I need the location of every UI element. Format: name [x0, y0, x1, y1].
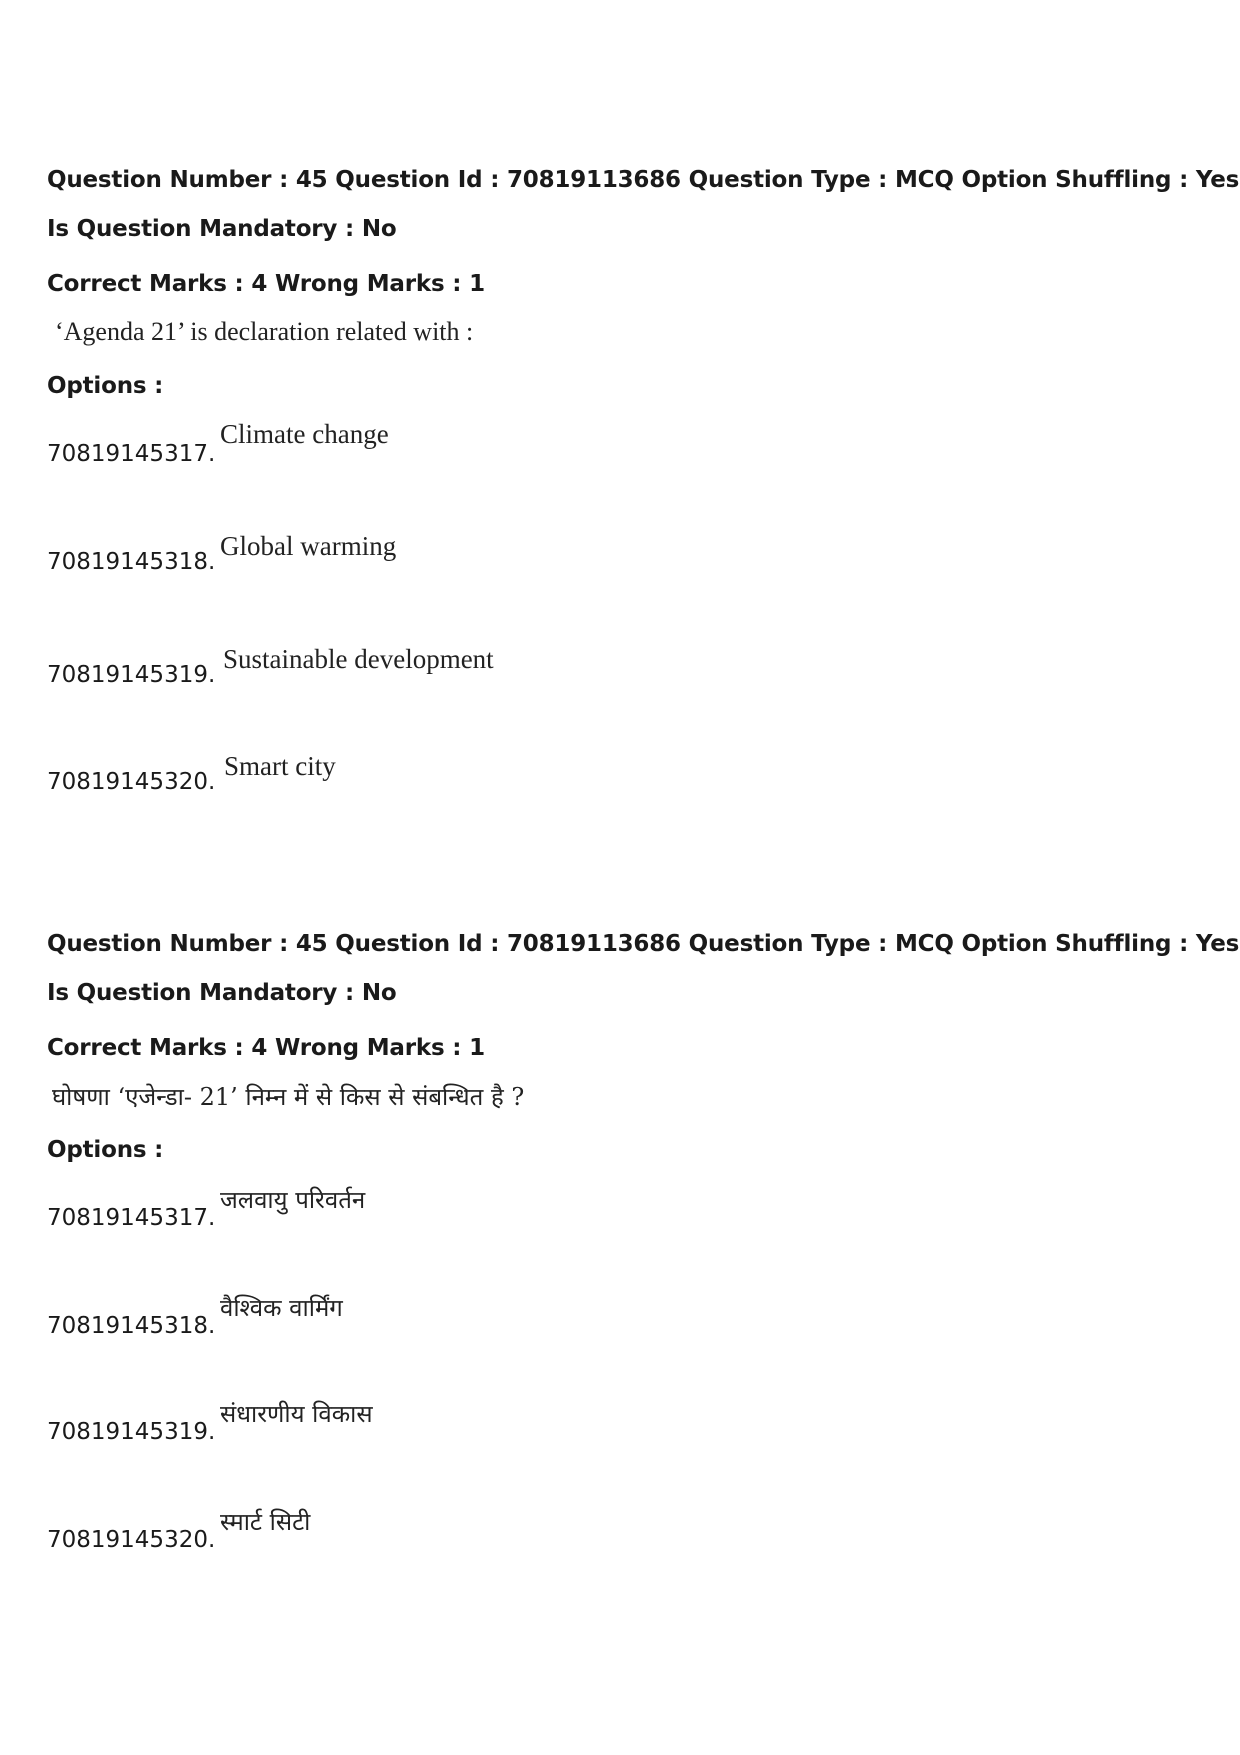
- option-id: 70819145317.: [47, 1205, 216, 1231]
- marks-line: Correct Marks : 4 Wrong Marks : 1: [47, 271, 485, 297]
- option-id: 70819145318.: [47, 549, 216, 575]
- option-id: 70819145320.: [47, 769, 216, 795]
- options-label: Options :: [47, 1137, 164, 1163]
- marks-line: Correct Marks : 4 Wrong Marks : 1: [47, 1035, 485, 1061]
- option-text: संधारणीय विकास: [220, 1400, 373, 1428]
- option-row: [47, 1172, 847, 1232]
- option-row: [47, 1386, 847, 1446]
- question-text: ‘Agenda 21’ is declaration related with :: [55, 317, 474, 346]
- option-id: 70819145318.: [47, 1313, 216, 1339]
- option-text: Smart city: [224, 751, 336, 781]
- question-header: Question Number : 45 Question Id : 70819113686 Question Type : MCQ Option Shuffling : Yes: [47, 167, 1240, 193]
- question-text: घोषणा ‘एजेन्डा- 21’ निम्न में से किस से संबन्धित है ?: [52, 1083, 525, 1111]
- options-label: Options :: [47, 373, 164, 399]
- option-text: वैश्विक वार्मिंग: [220, 1294, 343, 1322]
- option-text: जलवायु परिवर्तन: [220, 1186, 366, 1214]
- option-row: [47, 1280, 847, 1340]
- option-text: Sustainable development: [223, 644, 494, 674]
- mandatory-line: Is Question Mandatory : No: [47, 980, 397, 1006]
- option-row: [47, 516, 847, 576]
- option-text: Climate change: [220, 419, 389, 449]
- option-row: [47, 736, 847, 796]
- question-header: Question Number : 45 Question Id : 70819113686 Question Type : MCQ Option Shuffling : Yes: [47, 931, 1240, 957]
- mandatory-line: Is Question Mandatory : No: [47, 216, 397, 242]
- option-id: 70819145320.: [47, 1527, 216, 1553]
- option-row: [47, 629, 847, 689]
- option-text: स्मार्ट सिटी: [220, 1508, 311, 1536]
- option-id: 70819145319.: [47, 662, 216, 688]
- option-id: 70819145317.: [47, 441, 216, 467]
- option-text: Global warming: [220, 531, 397, 561]
- option-row: [47, 408, 847, 468]
- option-row: [47, 1494, 847, 1554]
- option-id: 70819145319.: [47, 1419, 216, 1445]
